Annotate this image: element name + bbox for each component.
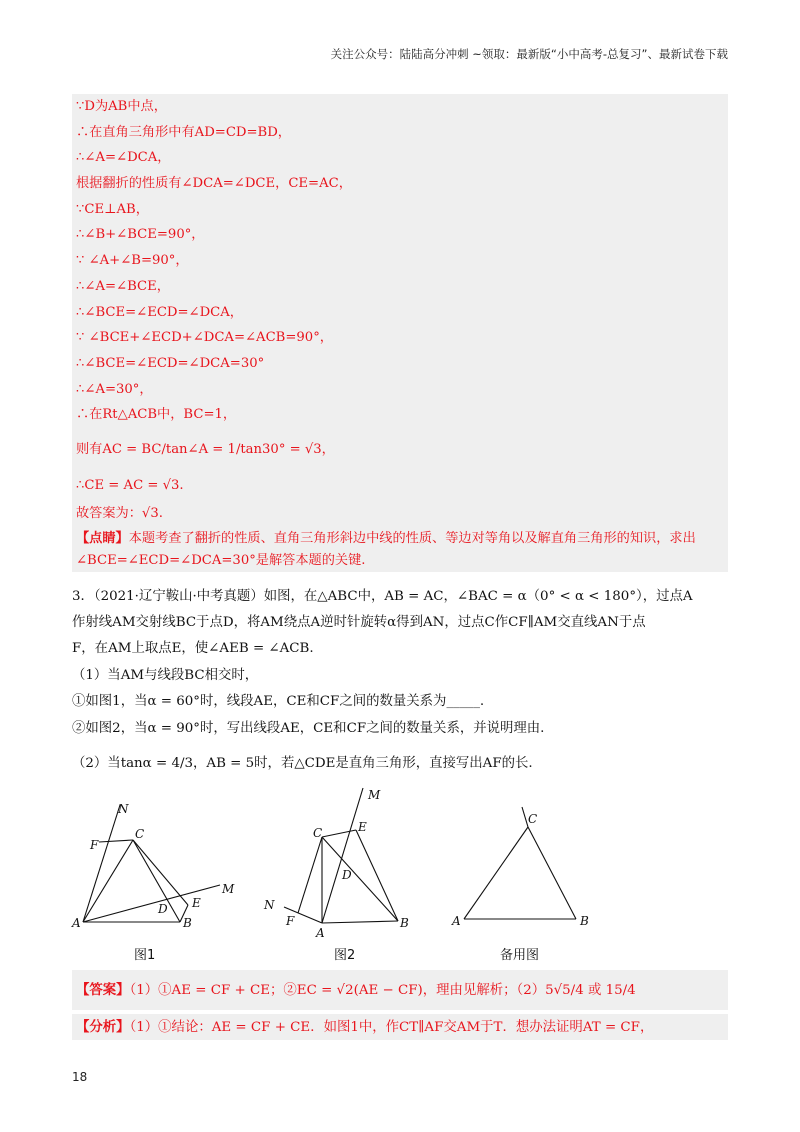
fig3-label: C xyxy=(528,812,538,826)
fig2-label: C xyxy=(313,826,323,840)
answer-text: （1）①AE = CF + CE；②EC = √2(AE − CF)，理由见解析；（2）5√5/4 或 15/4 xyxy=(129,983,636,998)
fig2-label: A xyxy=(316,926,325,940)
fig1-label: N xyxy=(118,802,129,816)
fig2-label: F xyxy=(286,914,295,928)
fig1-label: D xyxy=(158,902,168,916)
figure-1-caption: 图1 xyxy=(134,948,156,963)
solution-line: ∴∠A=∠DCA， xyxy=(76,150,171,166)
fig1-label: C xyxy=(135,827,145,841)
figure-3 xyxy=(450,785,600,935)
solution-line: ∵CE⊥AB， xyxy=(76,201,149,217)
solution-line: ∴在Rt△ACB中，BC=1， xyxy=(76,407,237,423)
page-header: 关注公众号：陆陆高分冲刺 ~领取：最新版“小中高考-总复习”、最新试卷下载 xyxy=(330,47,728,61)
fig2-label: E xyxy=(358,820,367,834)
fig1-label: E xyxy=(192,896,201,910)
solution-line: ∴∠A=30°， xyxy=(76,381,153,397)
fig3-label: A xyxy=(452,914,461,928)
fig1-label: F xyxy=(90,838,99,852)
answer-tag: 【答案】 xyxy=(76,982,130,998)
solution-line: ∵D为AB中点， xyxy=(76,99,167,114)
question-line: 3．（2021·辽宁鞍山·中考真题）如图，在△ABC中，AB = AC，∠BAC = α（0° < α < 180°），过点A xyxy=(72,589,693,604)
formula-line: 则有AC = BC/tan∠A = 1/tan30° = √3， xyxy=(76,441,335,457)
fig1-label: M xyxy=(222,882,235,896)
answer-line: 故答案为：√3. xyxy=(76,505,163,521)
question-line: 作射线AM交射线BC于点D，将AM绕点A逆时针旋转α得到AN，过点C作CF∥AM交直线AN于点 xyxy=(72,615,646,630)
analysis-tag: 【分析】 xyxy=(76,1019,130,1035)
figure-3-caption: 备用图 xyxy=(500,948,540,963)
answer-block xyxy=(72,970,728,1010)
solution-line: ∵ ∠BCE+∠ECD+∠DCA=∠ACB=90°， xyxy=(76,330,333,346)
solution-line: ∵ ∠A+∠B=90°， xyxy=(76,253,189,269)
question-part1b: ②如图2，当α = 90°时，写出线段AE，CE和CF之间的数量关系，并说明理由. xyxy=(72,721,545,736)
fig2-label: N xyxy=(264,898,275,912)
tip-tag: 【点睛】 xyxy=(76,530,129,546)
figure-2-caption: 图2 xyxy=(334,948,356,963)
solution-line: ∴在直角三角形中有AD=CD=BD， xyxy=(76,124,291,140)
question-part2: （2）当tanα = 4/3，AB = 5时，若△CDE是直角三角形，直接写出AF的长. xyxy=(72,756,533,771)
tip-text: 本题考查了翻折的性质、直角三角形斜边中线的性质、等边对等角以及解直角三角形的知识，求出∠BCE=∠ECD=∠DCA=30°是解答本题的关键. xyxy=(76,530,696,568)
tip-paragraph xyxy=(76,528,724,572)
fig1-label: A xyxy=(72,916,81,930)
analysis-block xyxy=(72,1014,728,1040)
solution-line: ∴∠B+∠BCE=90°， xyxy=(76,227,205,243)
fig1-label: B xyxy=(183,916,192,930)
fig2-label: M xyxy=(368,788,381,802)
ce-line: ∴CE = AC = √3. xyxy=(76,477,184,493)
figure-2 xyxy=(258,785,428,945)
fig3-label: B xyxy=(580,914,589,928)
solution-line: ∴∠BCE=∠ECD=∠DCA=30° xyxy=(76,355,265,371)
solution-line: 根据翻折的性质有∠DCA=∠DCE，CE=AC， xyxy=(76,176,352,192)
question-line: F，在AM上取点E，使∠AEB = ∠ACB. xyxy=(72,641,314,656)
solution-line: ∴∠A=∠BCE， xyxy=(76,278,170,294)
figure-1 xyxy=(70,785,240,935)
page-number: 18 xyxy=(72,1070,88,1084)
fig2-label: D xyxy=(342,868,352,882)
analysis-text: （1）①结论：AE = CF + CE．如图1中，作CT∥AF交AM于T．想办法证明AT = CF， xyxy=(129,1020,654,1035)
question-part1: （1）当AM与线段BC相交时， xyxy=(72,668,259,683)
question-part1a: ①如图1，当α = 60°时，线段AE，CE和CF之间的数量关系为_____. xyxy=(72,694,485,709)
solution-block xyxy=(72,94,728,572)
solution-line: ∴∠BCE=∠ECD=∠DCA， xyxy=(76,304,243,320)
fig2-label: B xyxy=(400,916,409,930)
